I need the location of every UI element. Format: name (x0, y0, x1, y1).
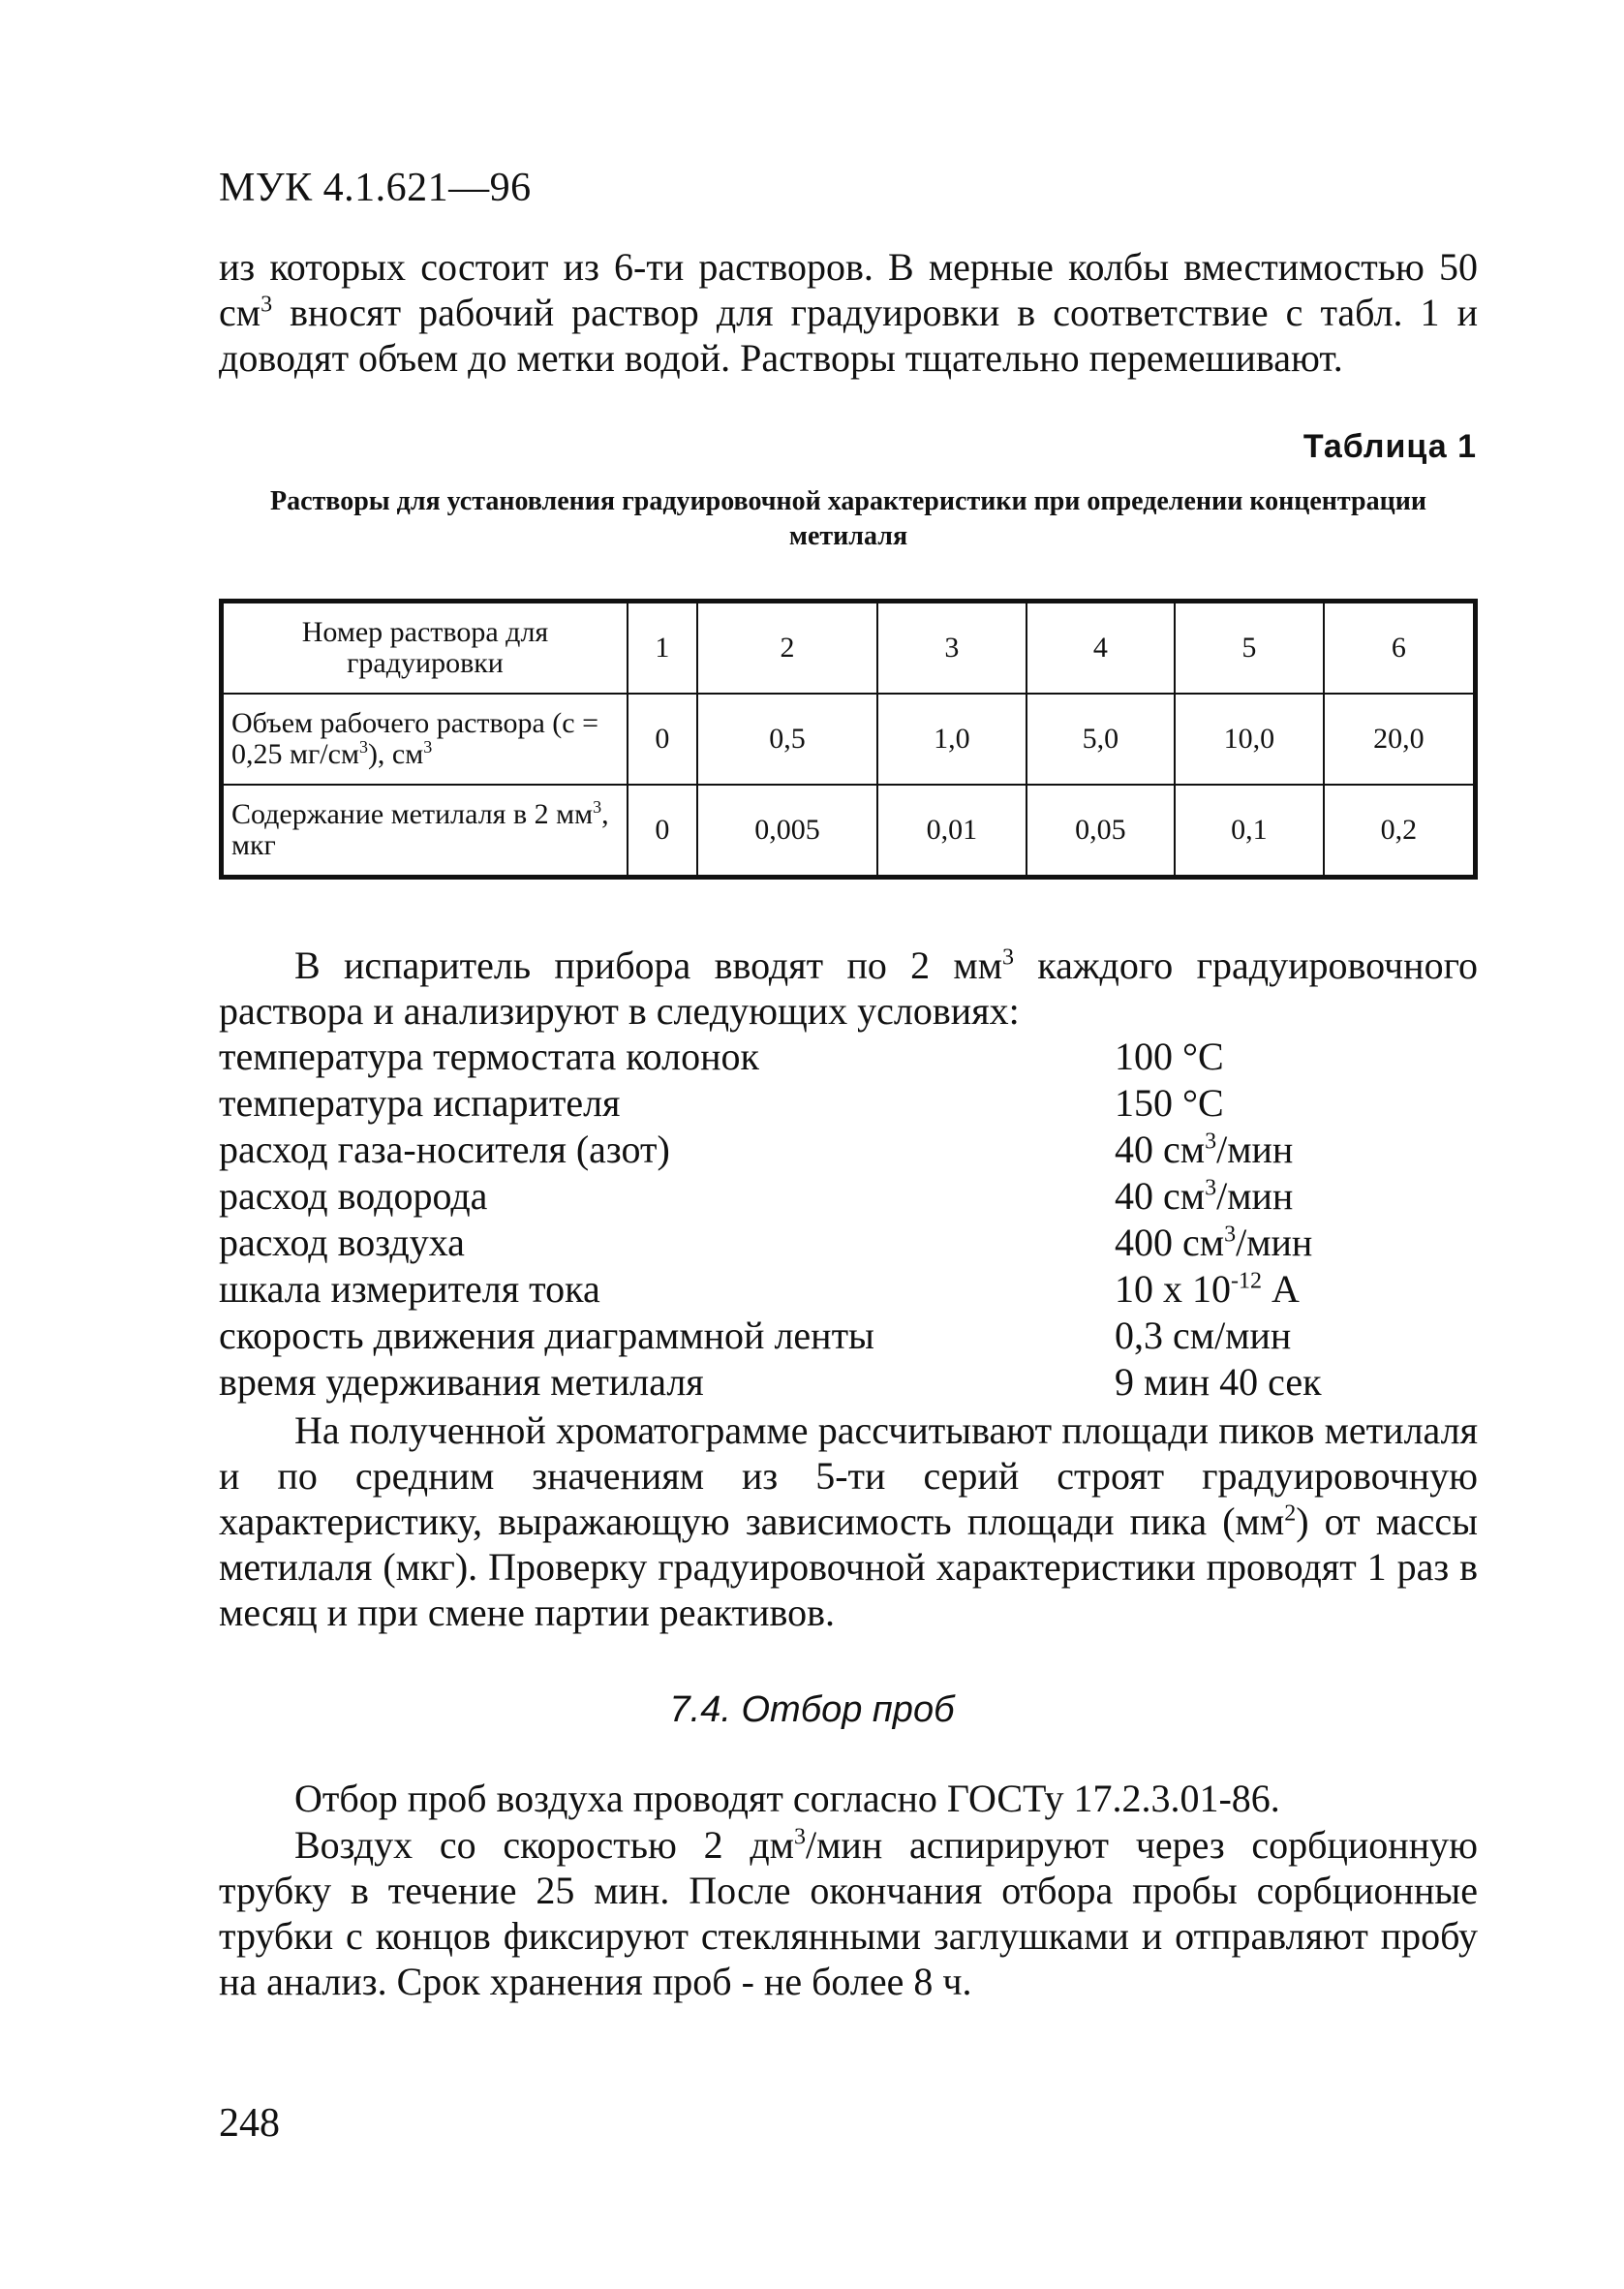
table-cell: 6 (1324, 602, 1476, 695)
table-cell: 3 (877, 602, 1026, 695)
value-unit: /мин (1236, 1221, 1313, 1264)
condition-row (219, 1359, 1478, 1406)
page-number: 248 (219, 2101, 280, 2146)
table-number: Таблица 1 (1302, 428, 1477, 465)
conditions-list (219, 1034, 1478, 1406)
row-header-text: , мкг (231, 798, 609, 861)
value-text: 40 см (1115, 1128, 1206, 1171)
table-cell: 0,5 (697, 694, 877, 785)
paragraph-text: Отбор проб воздуха проводят согласно ГОСТу 17.2.3.01-86. (294, 1777, 1280, 1820)
superscript: 3 (1224, 1222, 1237, 1248)
value-unit: А (1262, 1267, 1300, 1311)
table-cell: 2 (697, 602, 877, 695)
analysis-intro (219, 943, 1478, 1034)
superscript: 3 (1205, 1129, 1217, 1155)
condition-label: шкала измерителя тока (219, 1267, 600, 1311)
condition-value: 150 °С (1115, 1081, 1224, 1125)
condition-label: расход водорода (219, 1174, 488, 1218)
superscript: 3 (260, 292, 273, 318)
paragraph-text-rest: ) от массы метилаля (мкг). Проверку градуировочной характеристики проводят 1 раз в месяц и при смене партии реактивов. (219, 1500, 1478, 1634)
document-id: МУК 4.1.621—96 (219, 166, 532, 210)
table-cell: 0,1 (1175, 785, 1324, 878)
row-header-text: Объем рабочего раствора (с = 0,25 мг/см (231, 707, 598, 770)
table-cell: 10,0 (1175, 694, 1324, 785)
condition-value (1115, 1220, 1478, 1266)
row-header: Номер раствора для градуировки (222, 602, 628, 695)
condition-row (219, 1220, 1478, 1266)
superscript: -12 (1231, 1268, 1262, 1294)
table-cell: 1,0 (877, 694, 1026, 785)
condition-row (219, 1266, 1478, 1313)
section-heading: 7.4. Отбор проб (669, 1689, 955, 1730)
value-unit: /мин (1216, 1128, 1294, 1171)
table-row (222, 785, 1476, 878)
intro-text: из которых состоит из 6-ти растворов. В мерные колбы вместимостью 50 см (219, 245, 1478, 334)
condition-label: расход воздуха (219, 1221, 465, 1264)
table-cell: 4 (1026, 602, 1176, 695)
paragraph-text: Воздух со скоростью 2 дм (294, 1823, 794, 1867)
value-text: 10 x 10 (1115, 1267, 1231, 1311)
table-cell: 0,01 (877, 785, 1026, 878)
row-header (222, 694, 628, 785)
intro-paragraph (219, 244, 1478, 381)
table-cell: 0 (628, 785, 697, 878)
superscript: 3 (1205, 1175, 1217, 1201)
value-text: 400 см (1115, 1221, 1225, 1264)
condition-row (219, 1127, 1478, 1173)
condition-value: 100 °С (1115, 1035, 1224, 1078)
superscript: 3 (1002, 944, 1015, 971)
sampling-paragraph-1 (219, 1776, 1478, 1821)
superscript: 3 (593, 797, 602, 817)
condition-value: 0,3 см/мин (1115, 1314, 1292, 1357)
table-cell: 20,0 (1324, 694, 1476, 785)
row-header-text: ), см (367, 738, 424, 770)
superscript: 3 (793, 1824, 806, 1850)
condition-value (1115, 1266, 1478, 1313)
condition-label: время удерживания метилаля (219, 1360, 704, 1404)
analysis-intro-text: В испаритель прибора вводят по 2 мм (294, 943, 1003, 987)
paragraph-text-rest: /мин аспирируют через сорбционную трубку в течение 25 мин. После окончания отбора пробы сорбционные трубки с концов фиксируют стеклянными заглушками и отправляют пробу на анализ. Срок хранения проб - не более 8 ч. (219, 1823, 1478, 2003)
condition-label: расход газа-носителя (азот) (219, 1128, 670, 1171)
table-row (222, 694, 1476, 785)
value-unit: /мин (1216, 1174, 1294, 1218)
condition-row (219, 1173, 1478, 1220)
condition-value (1115, 1173, 1478, 1220)
row-header-text: Содержание метилаля в 2 мм (231, 798, 594, 830)
sampling-paragraph-2 (219, 1822, 1478, 2004)
superscript: 3 (423, 737, 433, 757)
condition-row (219, 1080, 1478, 1127)
intro-text-rest: вносят рабочий раствор для градуировки в соответствие с табл. 1 и доводят объем до метки водой. Растворы тщательно перемешивают. (219, 291, 1478, 380)
condition-label: скорость движения диаграммной ленты (219, 1314, 874, 1357)
superscript: 3 (358, 737, 368, 757)
table-cell: 0,005 (697, 785, 877, 878)
condition-value: 9 мин 40 сек (1115, 1360, 1322, 1404)
condition-label: температура термостата колонок (219, 1035, 759, 1078)
superscript: 2 (1284, 1500, 1297, 1527)
table-row (222, 602, 1476, 695)
table-cell: 5,0 (1026, 694, 1176, 785)
row-header (222, 785, 628, 878)
table-cell: 0 (628, 694, 697, 785)
table-cell: 5 (1175, 602, 1324, 695)
analysis-intro-text-rest: каждого градуировочного раствора и анализируют в следующих условиях: (219, 943, 1478, 1033)
table-cell: 0,05 (1026, 785, 1176, 878)
table-cell: 1 (628, 602, 697, 695)
table-cell: 0,2 (1324, 785, 1476, 878)
condition-value (1115, 1127, 1478, 1173)
chromatogram-paragraph (219, 1407, 1478, 1635)
condition-label: температура испарителя (219, 1081, 621, 1125)
condition-row (219, 1034, 1478, 1080)
condition-row (219, 1313, 1478, 1359)
value-text: 40 см (1115, 1174, 1206, 1218)
table-title: Растворы для установления градуировочной характеристики при определении концентрации метилаля (270, 486, 1426, 551)
paragraph-text: На полученной хроматограмме рассчитывают площади пиков метилаля и по средним значениям из 5-ти серий строят градуировочную характеристику, выражающую зависимость площади пика (мм (219, 1408, 1478, 1543)
calibration-table (219, 599, 1478, 880)
